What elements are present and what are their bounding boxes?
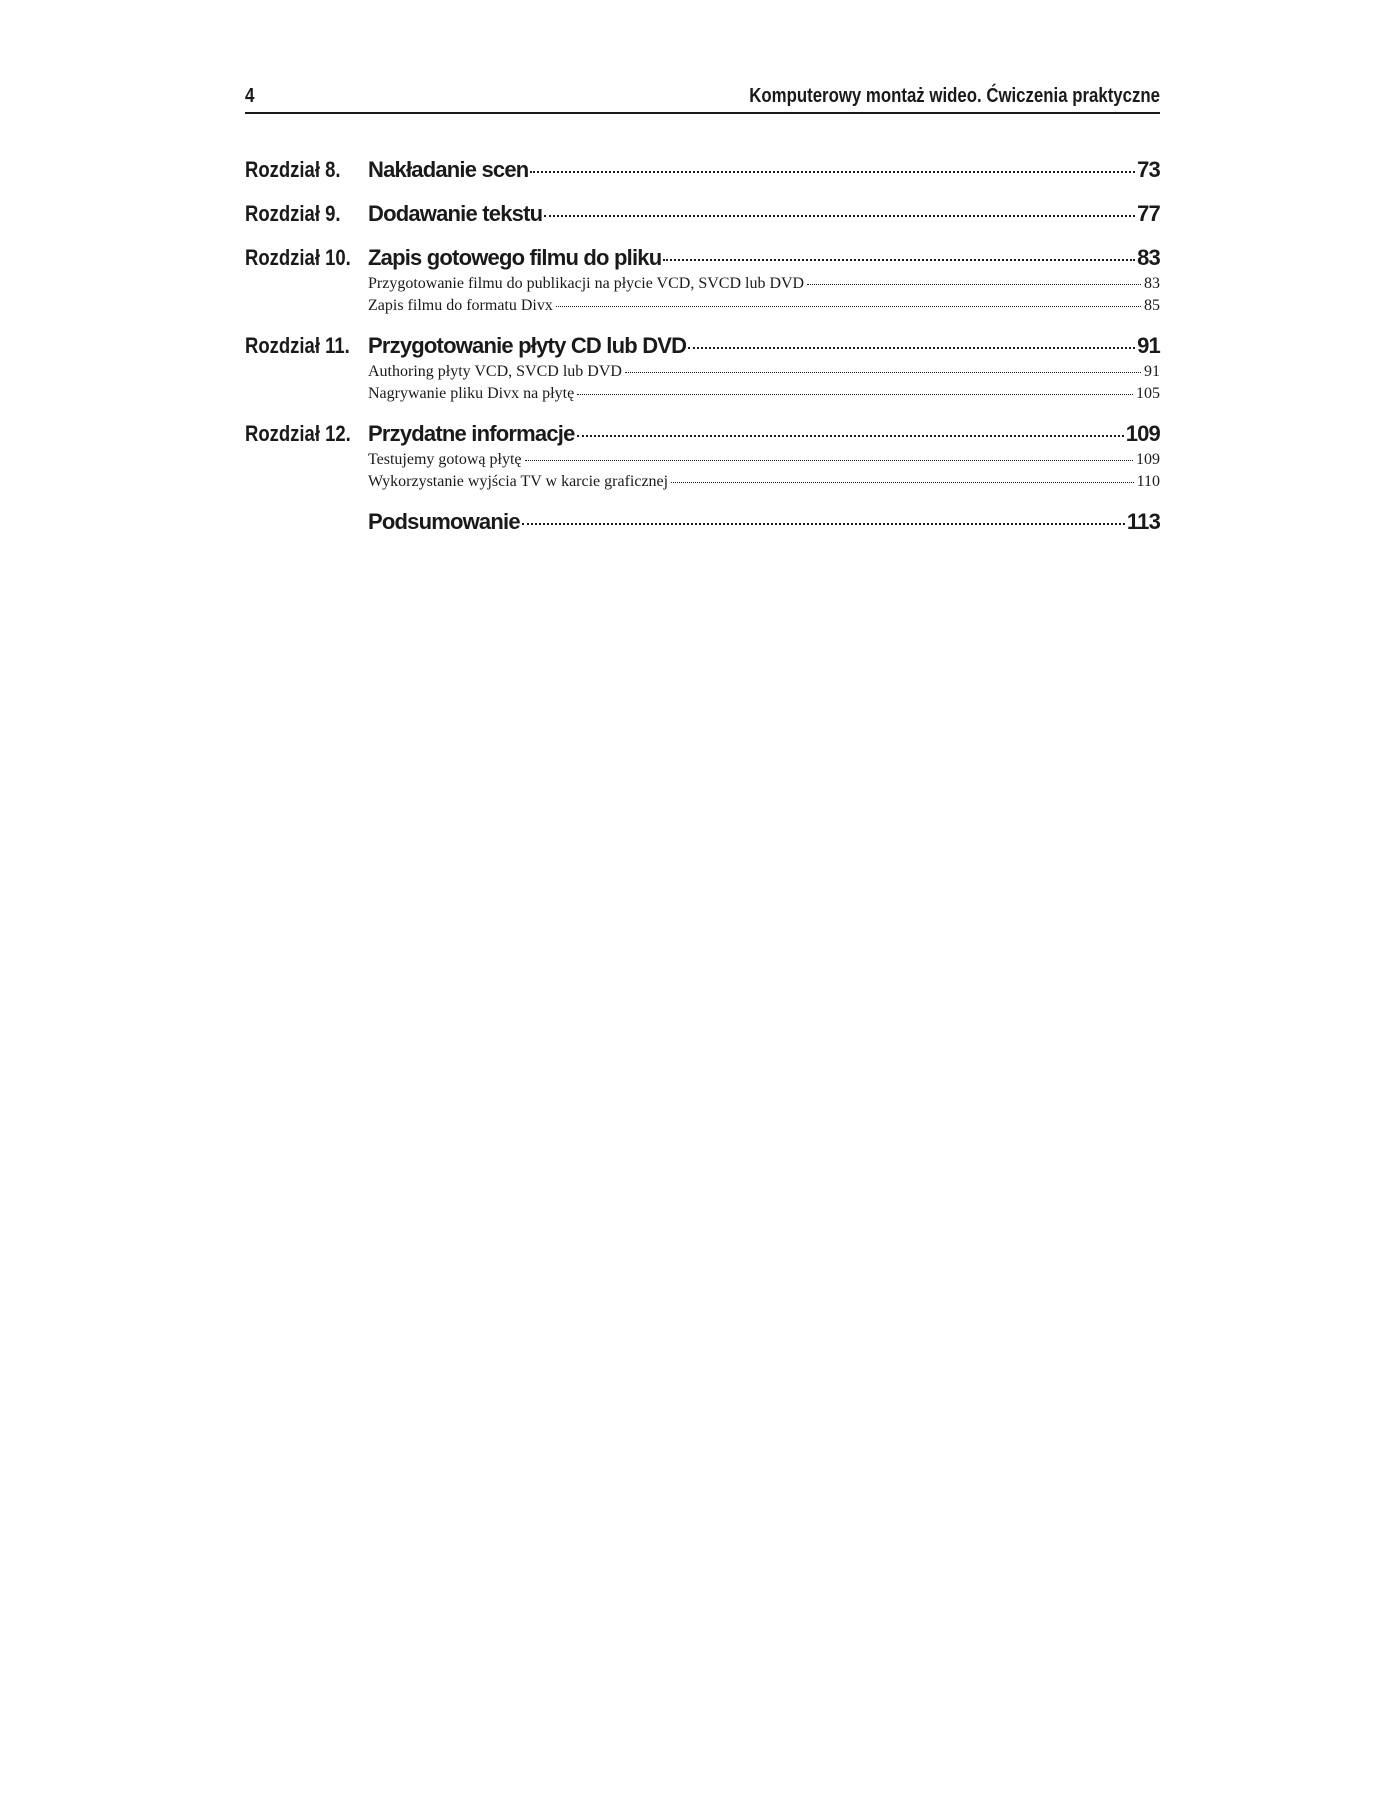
toc-section-entry[interactable] [245, 297, 1160, 319]
section-title: Wykorzystanie wyjścia TV w karcie graficznej [368, 473, 669, 490]
dot-leader [807, 283, 1141, 285]
chapter-page-number: 83 [1137, 245, 1160, 270]
toc-chapter-entry[interactable] [245, 333, 1160, 363]
section-page-number: 83 [1144, 275, 1160, 292]
section-title: Testujemy gotową płytę [368, 451, 522, 468]
dot-leader [530, 170, 1135, 173]
chapter-label: Rozdział 12. [245, 421, 351, 446]
toc-chapter [245, 201, 1160, 231]
dot-leader [663, 258, 1135, 261]
toc-section-entry[interactable] [245, 385, 1160, 407]
toc-chapter [245, 333, 1160, 407]
section-page-number: 91 [1144, 363, 1160, 380]
chapter-page-number: 73 [1137, 157, 1160, 182]
chapter-title: Przygotowanie płyty CD lub DVD [368, 333, 687, 358]
toc-chapter [245, 421, 1160, 495]
page-number: 4 [245, 85, 255, 107]
section-title: Zapis filmu do formatu Divx [368, 297, 553, 314]
chapter-page-number: 91 [1137, 333, 1160, 358]
chapter-label: Rozdział 11. [245, 333, 350, 358]
dot-leader [688, 346, 1135, 349]
dot-leader [525, 459, 1133, 461]
toc-chapter [245, 245, 1160, 319]
dot-leader [577, 393, 1133, 395]
toc-chapter-entry[interactable] [245, 245, 1160, 275]
chapter-page-number: 77 [1137, 201, 1160, 226]
dot-leader [522, 522, 1125, 525]
section-page-number: 105 [1136, 385, 1160, 402]
section-page-number: 110 [1136, 473, 1160, 490]
chapter-page-number: 109 [1125, 421, 1160, 446]
dot-leader [625, 371, 1141, 373]
toc-chapter-entry[interactable] [245, 421, 1160, 451]
chapter-label: Rozdział 8. [245, 157, 341, 182]
section-title: Nagrywanie pliku Divx na płytę [368, 385, 575, 402]
chapter-title: Dodawanie tekstu [368, 201, 543, 226]
toc-chapter [245, 157, 1160, 187]
section-page-number: 109 [1136, 451, 1160, 468]
toc-section-entry[interactable] [245, 363, 1160, 385]
dot-leader [671, 481, 1133, 483]
section-title: Przygotowanie filmu do publikacji na płycie VCD, SVCD lub DVD [368, 275, 805, 292]
toc-chapter-entry[interactable] [245, 201, 1160, 231]
book-title: Komputerowy montaż wideo. Ćwiczenia praktyczne [749, 85, 1160, 107]
chapter-title: Podsumowanie [368, 509, 520, 534]
toc-chapter [245, 509, 1160, 539]
chapter-label: Rozdział 10. [245, 245, 351, 270]
chapter-page-number: 113 [1126, 509, 1160, 534]
chapter-title: Przydatne informacje [368, 421, 575, 446]
toc-chapter-entry[interactable] [245, 509, 1160, 539]
section-page-number: 85 [1144, 297, 1160, 314]
section-title: Authoring płyty VCD, SVCD lub DVD [368, 363, 622, 380]
chapter-title: Zapis gotowego filmu do pliku [368, 245, 662, 270]
toc-section-entry[interactable] [245, 451, 1160, 473]
dot-leader [556, 305, 1141, 307]
running-header [245, 84, 1160, 114]
table-of-contents [245, 157, 1160, 553]
toc-section-entry[interactable] [245, 473, 1160, 495]
chapter-title: Nakładanie scen [368, 157, 529, 182]
toc-chapter-entry[interactable] [245, 157, 1160, 187]
dot-leader [577, 434, 1124, 437]
toc-section-entry[interactable] [245, 275, 1160, 297]
chapter-label: Rozdział 9. [245, 201, 341, 226]
dot-leader [544, 214, 1135, 217]
